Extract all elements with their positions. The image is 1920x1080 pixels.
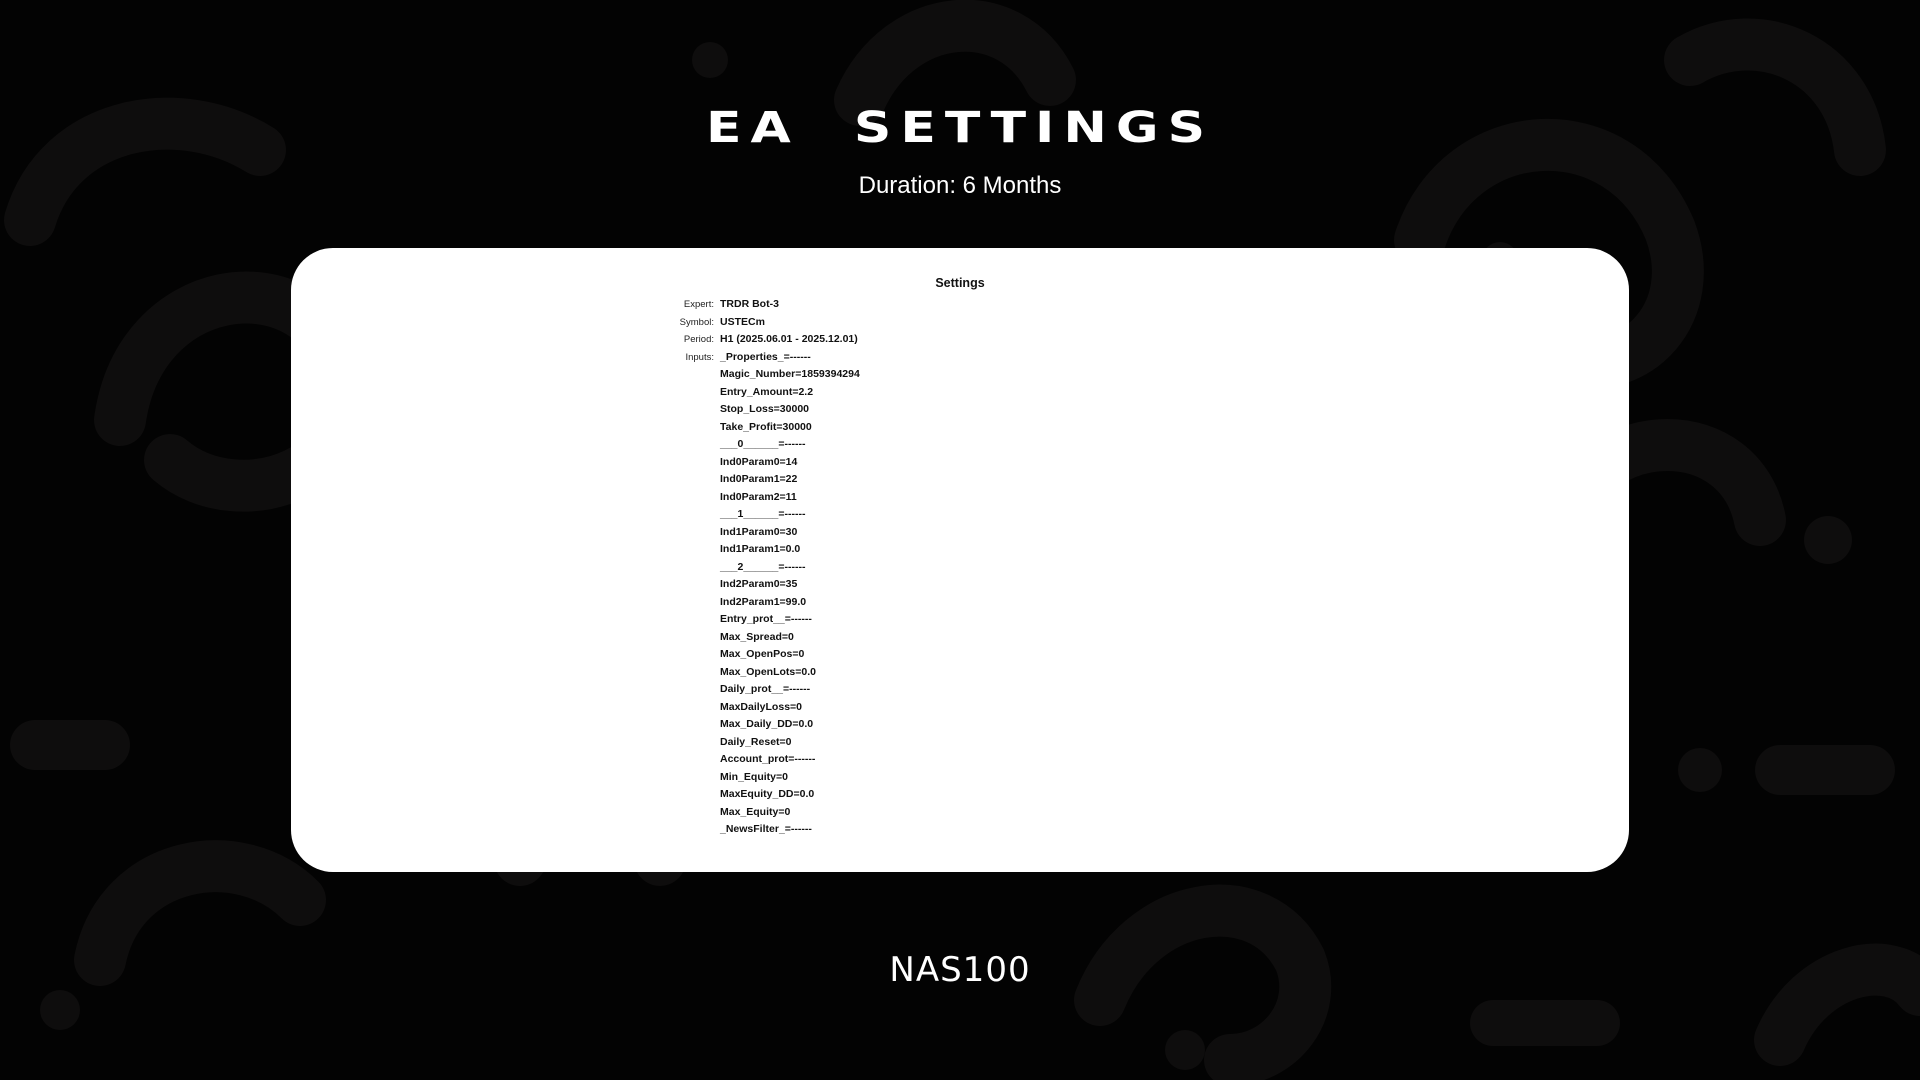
settings-row-value: Daily_prot__=------ (720, 683, 811, 695)
settings-row-value: USTECm (720, 315, 765, 328)
settings-row (291, 506, 1191, 524)
settings-row-value: _Properties_=------ (720, 350, 811, 363)
settings-row-value: Max_Spread=0 (720, 630, 794, 643)
settings-row-value: Ind2Param1=99.0 (720, 595, 807, 608)
settings-row-value: ___0______=------ (720, 438, 806, 450)
settings-row-value: TRDR Bot-3 (720, 298, 779, 310)
settings-row-value: Ind0Param0=14 (720, 455, 798, 468)
settings-row-value: Ind0Param1=22 (720, 473, 798, 485)
settings-row-value: Entry_Amount=2.2 (720, 385, 814, 398)
settings-row-value: Stop_Loss=30000 (720, 403, 810, 415)
page-title: EA SETTINGS (705, 103, 1215, 153)
settings-row (291, 751, 1191, 769)
settings-row-value: Ind1Param1=0.0 (720, 543, 801, 555)
settings-row (291, 734, 1191, 752)
settings-row (291, 611, 1191, 629)
settings-row (291, 576, 1191, 594)
settings-row-value: Ind1Param0=30 (720, 525, 798, 538)
settings-row-value: Ind0Param2=11 (720, 490, 797, 503)
settings-row (291, 314, 1191, 332)
settings-row-value: _NewsFilter_=------ (720, 823, 812, 835)
settings-row-label: Expert: (683, 299, 714, 310)
settings-list (291, 296, 1191, 839)
settings-row-value: Ind2Param0=35 (720, 578, 798, 590)
settings-row (291, 384, 1191, 402)
settings-row-value: Max_Equity=0 (720, 805, 791, 818)
settings-row-value: Magic_Number=1859394294 (720, 368, 860, 380)
symbol-label: NAS100 (889, 950, 1031, 990)
settings-row (291, 821, 1191, 839)
settings-row (291, 804, 1191, 822)
settings-row (291, 489, 1191, 507)
settings-row (291, 594, 1191, 612)
settings-row-value: Account_prot=------ (720, 753, 816, 765)
settings-row (291, 349, 1191, 367)
page-subtitle: Duration: 6 Months (858, 172, 1062, 199)
settings-report-card (291, 248, 1629, 872)
settings-row-label: Inputs: (685, 351, 714, 363)
settings-row-value: MaxEquity_DD=0.0 (720, 788, 815, 800)
report-heading: Settings (935, 276, 985, 290)
settings-row-value: Max_OpenLots=0.0 (720, 665, 816, 678)
settings-row (291, 296, 1191, 314)
settings-row-value: MaxDailyLoss=0 (720, 700, 803, 713)
settings-row (291, 699, 1191, 717)
settings-row-value: Take_Profit=30000 (720, 420, 812, 433)
settings-row-value: ___2______=------ (720, 560, 806, 573)
settings-row (291, 331, 1191, 349)
settings-row (291, 524, 1191, 542)
settings-row (291, 541, 1191, 559)
settings-row (291, 681, 1191, 699)
settings-row (291, 559, 1191, 577)
settings-row (291, 786, 1191, 804)
settings-row (291, 716, 1191, 734)
settings-row (291, 436, 1191, 454)
settings-row (291, 646, 1191, 664)
settings-row-value: ___1______=------ (720, 508, 806, 520)
settings-row-value: Max_OpenPos=0 (720, 648, 805, 660)
settings-row-label: Period: (683, 334, 714, 345)
settings-row (291, 769, 1191, 787)
settings-row (291, 664, 1191, 682)
settings-row (291, 454, 1191, 472)
settings-row (291, 471, 1191, 489)
settings-row (291, 401, 1191, 419)
settings-row-value: Daily_Reset=0 (720, 735, 792, 748)
settings-row-value: Max_Daily_DD=0.0 (720, 718, 814, 730)
settings-row (291, 629, 1191, 647)
settings-row-value: Entry_prot__=------ (720, 613, 812, 625)
settings-row (291, 419, 1191, 437)
settings-row-label: Symbol: (679, 316, 714, 328)
settings-row (291, 366, 1191, 384)
settings-row-value: Min_Equity=0 (720, 770, 788, 783)
settings-row-value: H1 (2025.06.01 - 2025.12.01) (720, 333, 858, 345)
